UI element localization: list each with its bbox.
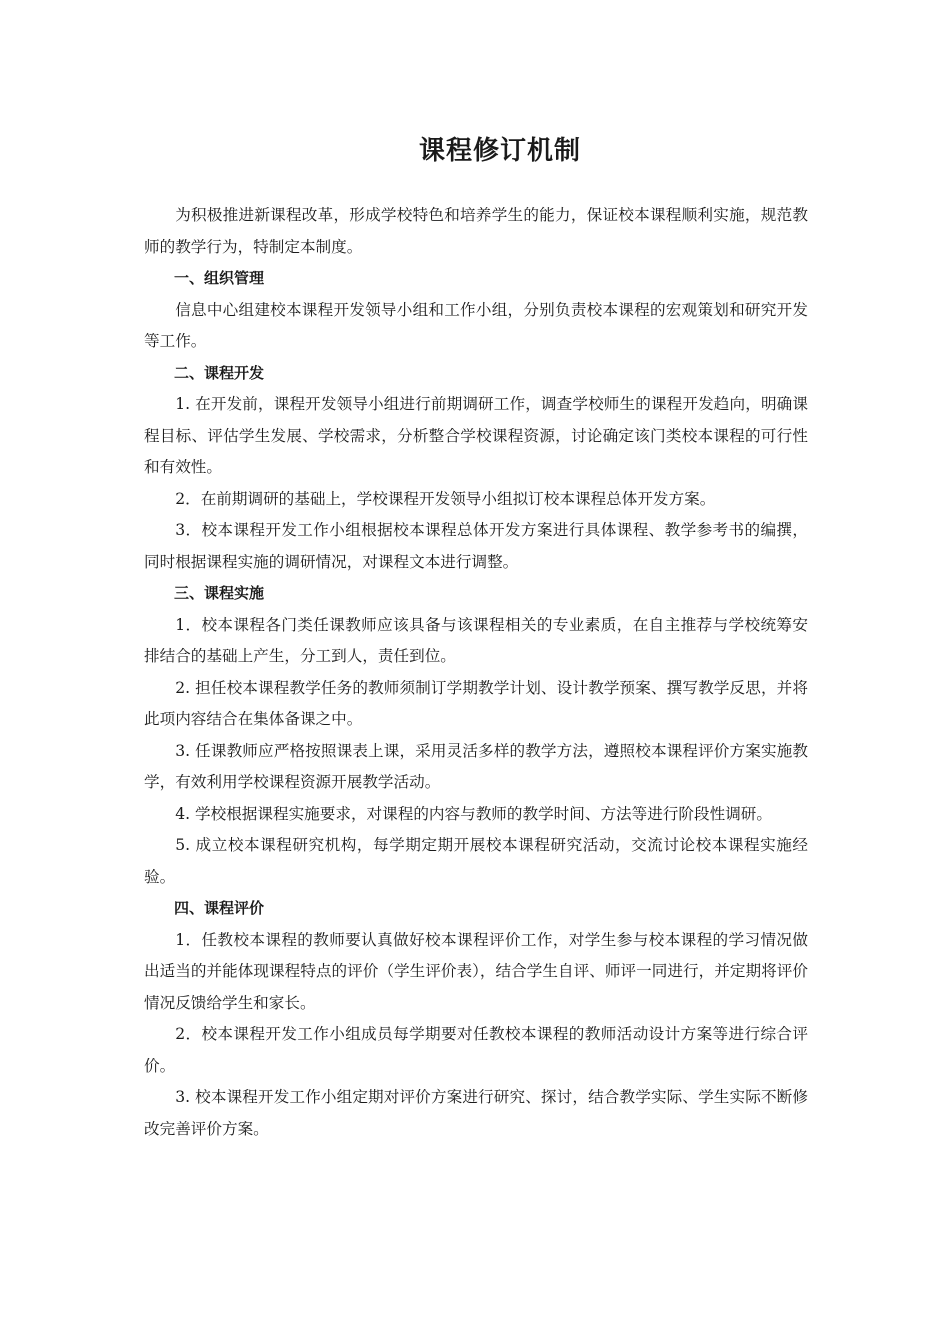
intro-paragraph: 为积极推进新课程改革，形成学校特色和培养学生的能力，保证校本课程顺利实施，规范教师的教学行为，特制定本制度。 — [144, 206, 808, 256]
section-heading-evaluation: 四、课程评价 — [174, 899, 265, 917]
paragraph: 3. 任课教师应严格按照课表上课，采用灵活多样的教学方法，遵照校本课程评价方案实施教学，有效利用学校课程资源开展教学活动。 — [144, 741, 808, 791]
section-heading-organization: 一、组织管理 — [174, 269, 265, 287]
section-heading-implementation: 三、课程实施 — [174, 584, 265, 602]
paragraph: 1．校本课程各门类任课教师应该具备与该课程相关的专业素质，在自主推荐与学校统筹安排结合的基础上产生，分工到人，责任到位。 — [144, 615, 808, 665]
section-heading-development: 二、课程开发 — [174, 363, 265, 382]
paragraph: 1．任教校本课程的教师要认真做好校本课程评价工作，对学生参与校本课程的学习情况做出适当的并能体现课程特点的评价（学生评价表），结合学生自评、师评一同进行，并定期将评价情况反馈给学生和家长。 — [144, 930, 808, 1012]
paragraph: 5. 成立校本课程研究机构，每学期定期开展校本课程研究活动，交流讨论校本课程实施经验。 — [144, 836, 808, 886]
paragraph: 3．校本课程开发工作小组根据校本课程总体开发方案进行具体课程、教学参考书的编撰，同时根据课程实施的调研情况，对课程文本进行调整。 — [144, 521, 808, 571]
paragraph: 信息中心组建校本课程开发领导小组和工作小组，分别负责校本课程的宏观策划和研究开发等工作。 — [144, 300, 808, 350]
paragraph: 1. 在开发前，课程开发领导小组进行前期调研工作，调查学校师生的课程开发趋向，明确课程目标、评估学生发展、学校需求，分析整合学校课程资源，讨论确定该门类校本课程的可行性和有效性。 — [144, 395, 808, 476]
paragraph: 3. 校本课程开发工作小组定期对评价方案进行研究、探讨，结合教学实际、学生实际不断修改完善评价方案。 — [144, 1088, 808, 1138]
paragraph: 2. 担任校本课程教学任务的教师须制订学期教学计划、设计教学预案、撰写教学反思，并将此项内容结合在集体备课之中。 — [144, 678, 808, 728]
paragraph: 2．校本课程开发工作小组成员每学期要对任教校本课程的教师活动设计方案等进行综合评价。 — [144, 1025, 808, 1075]
document-body — [144, 200, 808, 1145]
document-title: 课程修订机制 — [418, 136, 581, 166]
paragraph: 2．在前期调研的基础上，学校课程开发领导小组拟订校本课程总体开发方案。 — [175, 489, 716, 508]
paragraph: 4. 学校根据课程实施要求，对课程的内容与教师的教学时间、方法等进行阶段性调研。 — [175, 804, 772, 823]
